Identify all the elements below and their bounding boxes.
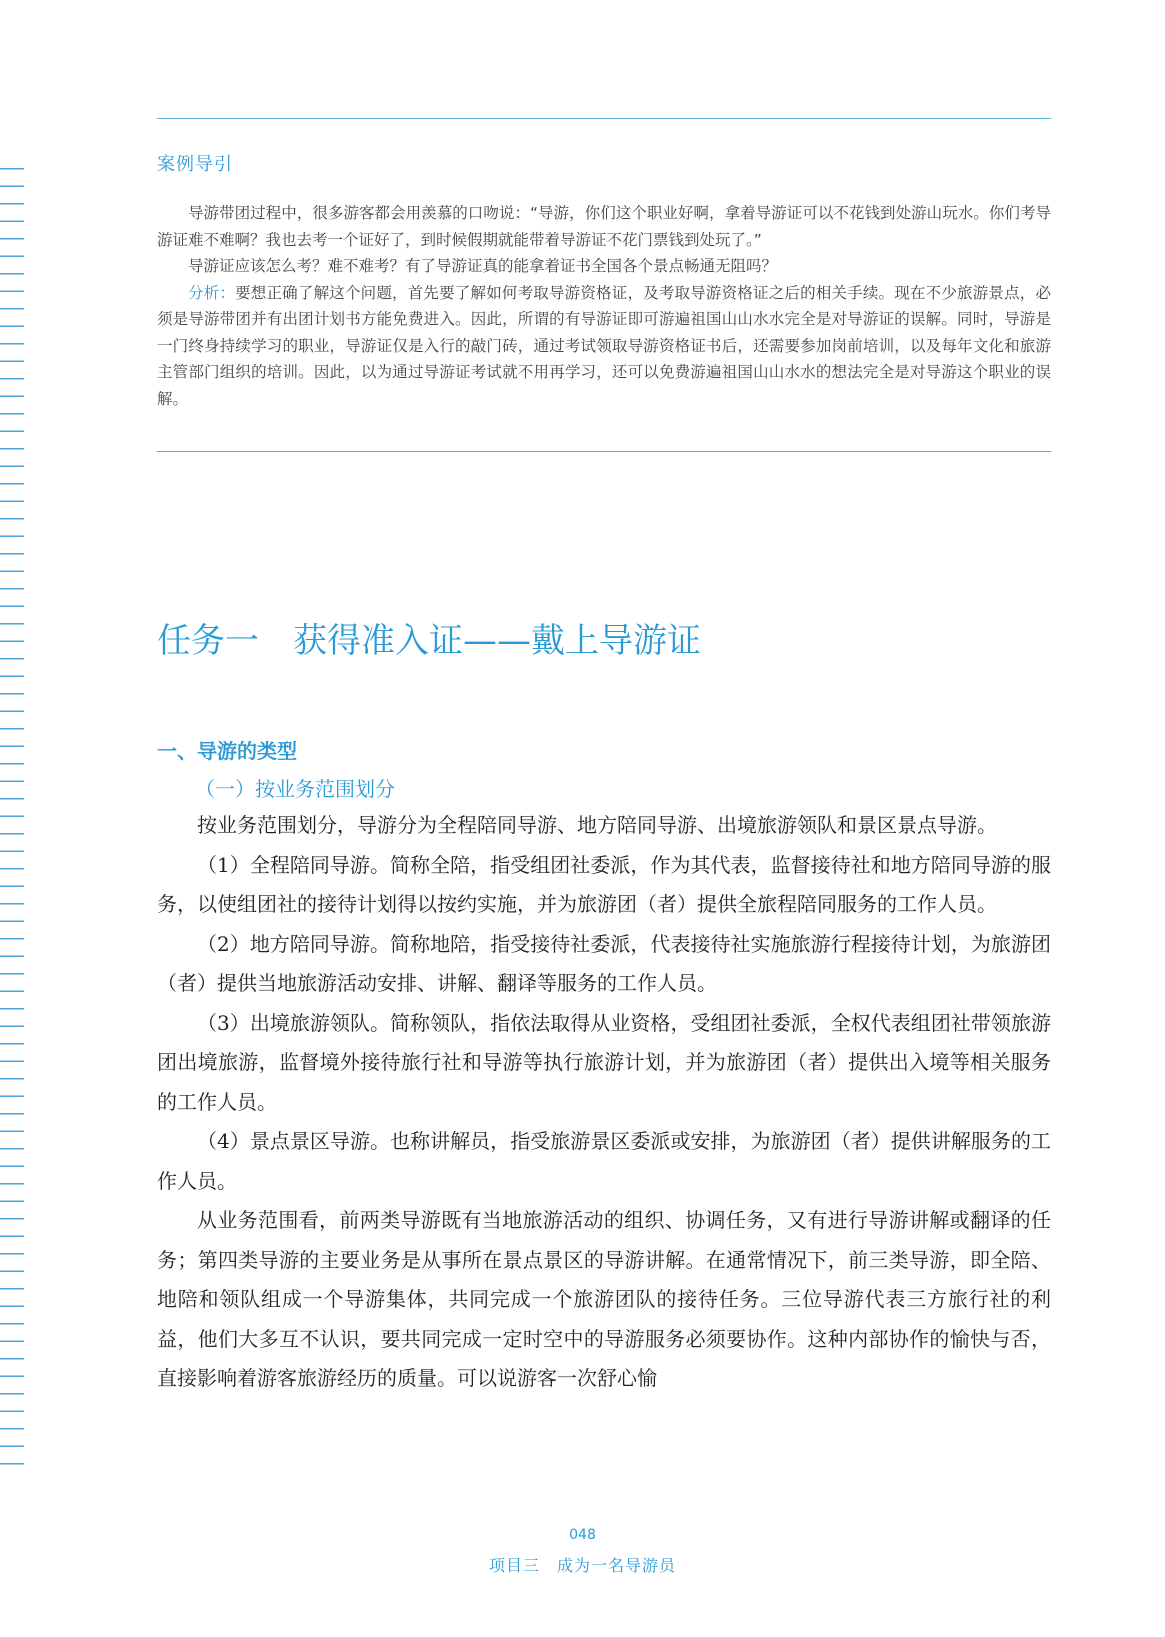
case-analysis-paragraph — [157, 280, 1051, 413]
case-title: 案例导引 — [157, 154, 233, 175]
body-paragraph: （1）全程陪同导游。简称全陪，指受组团社委派，作为其代表，监督接待社和地方陪同导游的服务，以使组团社的接待计划得以按约实施，并为旅游团（者）提供全旅程陪同服务的工作人员。 — [157, 852, 1051, 916]
case-top-rule — [157, 118, 1051, 119]
section-heading: 一、导游的类型 — [157, 739, 297, 763]
main-body — [157, 806, 1051, 1399]
task-label: 任务一 — [157, 621, 259, 661]
footer-title: 项目三 成为一名导游员 — [488, 1556, 676, 1575]
task-name: 获得准入证——戴上导游证 — [293, 621, 701, 661]
page-number: 048 — [569, 1527, 596, 1543]
case-body — [157, 200, 1051, 412]
analysis-label: 分析： — [188, 283, 236, 302]
analysis-text: 要想正确了解这个问题，首先要了解如何考取导游资格证，及考取导游资格证之后的相关手续。现在不少旅游景点，必须是导游带团并有出团计划书方能免费进入。因此，所谓的有导游证即可游遍祖国山山水水完全是对导游证的误解。同时，导游是一门终身持续学习的职业，导游证仅是入行的敲门砖，通过考试领取导游资格证书后，还需要参加岗前培训，以及每年文化和旅游主管部门组织的培训。因此，以为通过导游证考试就不用再学习，还可以免费游遍祖国山山水水的想法完全是对导游这个职业的误解。 — [157, 283, 1051, 408]
task-title — [157, 613, 701, 662]
subsection-heading: （一）按业务范围划分 — [195, 777, 395, 801]
case-paragraph: 导游带团过程中，很多游客都会用羡慕的口吻说：“导游，你们这个职业好啊，拿着导游证可以不花钱到处游山玩水。你们考导游证难不难啊？我也去考一个证好了，到时候假期就能带着导游证不花门票钱到处玩了。” — [157, 204, 1051, 249]
body-paragraph: （4）景点景区导游。也称讲解员，指受旅游景区委派或安排，为旅游团（者）提供讲解服务的工作人员。 — [157, 1129, 1051, 1193]
body-paragraph: （3）出境旅游领队。简称领队，指依法取得从业资格，受组团社委派，全权代表组团社带领旅游团出境旅游，监督境外接待旅行社和导游等执行旅游计划，并为旅游团（者）提供出入境等相关服务的工作人员。 — [157, 1010, 1051, 1114]
body-paragraph: 按业务范围划分，导游分为全程陪同导游、地方陪同导游、出境旅游领队和景区景点导游。 — [197, 813, 997, 837]
case-paragraph: 导游证应该怎么考？难不难考？有了导游证真的能拿着证书全国各个景点畅通无阻吗？ — [188, 257, 778, 275]
case-bottom-rule — [157, 451, 1051, 452]
margin-decoration — [0, 152, 24, 1467]
body-paragraph: （2）地方陪同导游。简称地陪，指受接待社委派，代表接待社实施旅游行程接待计划，为旅游团（者）提供当地旅游活动安排、讲解、翻译等服务的工作人员。 — [157, 931, 1051, 995]
body-paragraph: 从业务范围看，前两类导游既有当地旅游活动的组织、协调任务，又有进行导游讲解或翻译的任务；第四类导游的主要业务是从事所在景点景区的导游讲解。在通常情况下，前三类导游，即全陪、地陪和领队组成一个导游集体，共同完成一个旅游团队的接待任务。三位导游代表三方旅行社的利益，他们大多互不认识，要共同完成一定时空中的导游服务必须要协作。这种内部协作的愉快与否，直接影响着游客旅游经历的质量。可以说游客一次舒心愉 — [157, 1208, 1051, 1390]
